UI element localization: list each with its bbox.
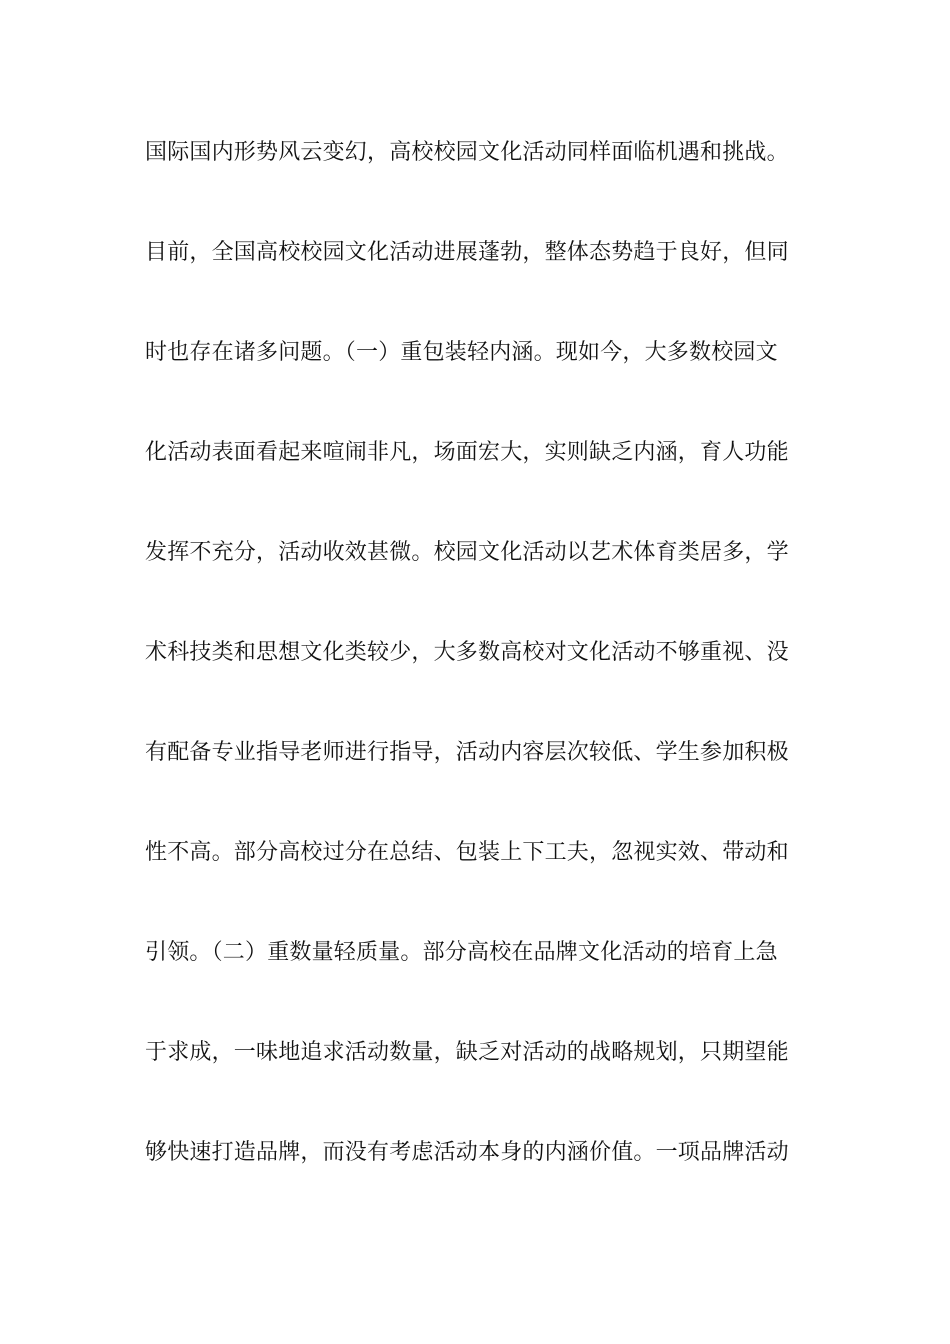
text-line-5: 发挥不充分，活动收效甚微。校园文化活动以艺术体育类居多，学 — [145, 540, 789, 565]
text-line-4: 化活动表面看起来喧闹非凡，场面宏大，实则缺乏内涵，育人功能 — [145, 440, 789, 465]
text-line-9: 引领。（二）重数量轻质量。部分高校在品牌文化活动的培育上急 — [145, 940, 778, 965]
text-line-11: 够快速打造品牌，而没有考虑活动本身的内涵价值。一项品牌活动 — [145, 1140, 789, 1165]
text-line-6: 术科技类和思想文化类较少，大多数高校对文化活动不够重视、没 — [145, 640, 789, 665]
text-line-10: 于求成，一味地追求活动数量，缺乏对活动的战略规划，只期望能 — [145, 1040, 789, 1065]
text-line-3: 时也存在诸多问题。（一）重包装轻内涵。现如今，大多数校园文 — [145, 340, 778, 365]
text-line-7: 有配备专业指导老师进行指导，活动内容层次较低、学生参加积极 — [145, 740, 789, 765]
text-line-8: 性不高。部分高校过分在总结、包装上下工夫，忽视实效、带动和 — [145, 840, 789, 865]
text-line-2: 目前，全国高校校园文化活动进展蓬勃，整体态势趋于良好，但同 — [145, 240, 789, 265]
body-text — [145, 128, 807, 1228]
text-line-1: 国际国内形势风云变幻，高校校园文化活动同样面临机遇和挑战。 — [145, 140, 789, 165]
